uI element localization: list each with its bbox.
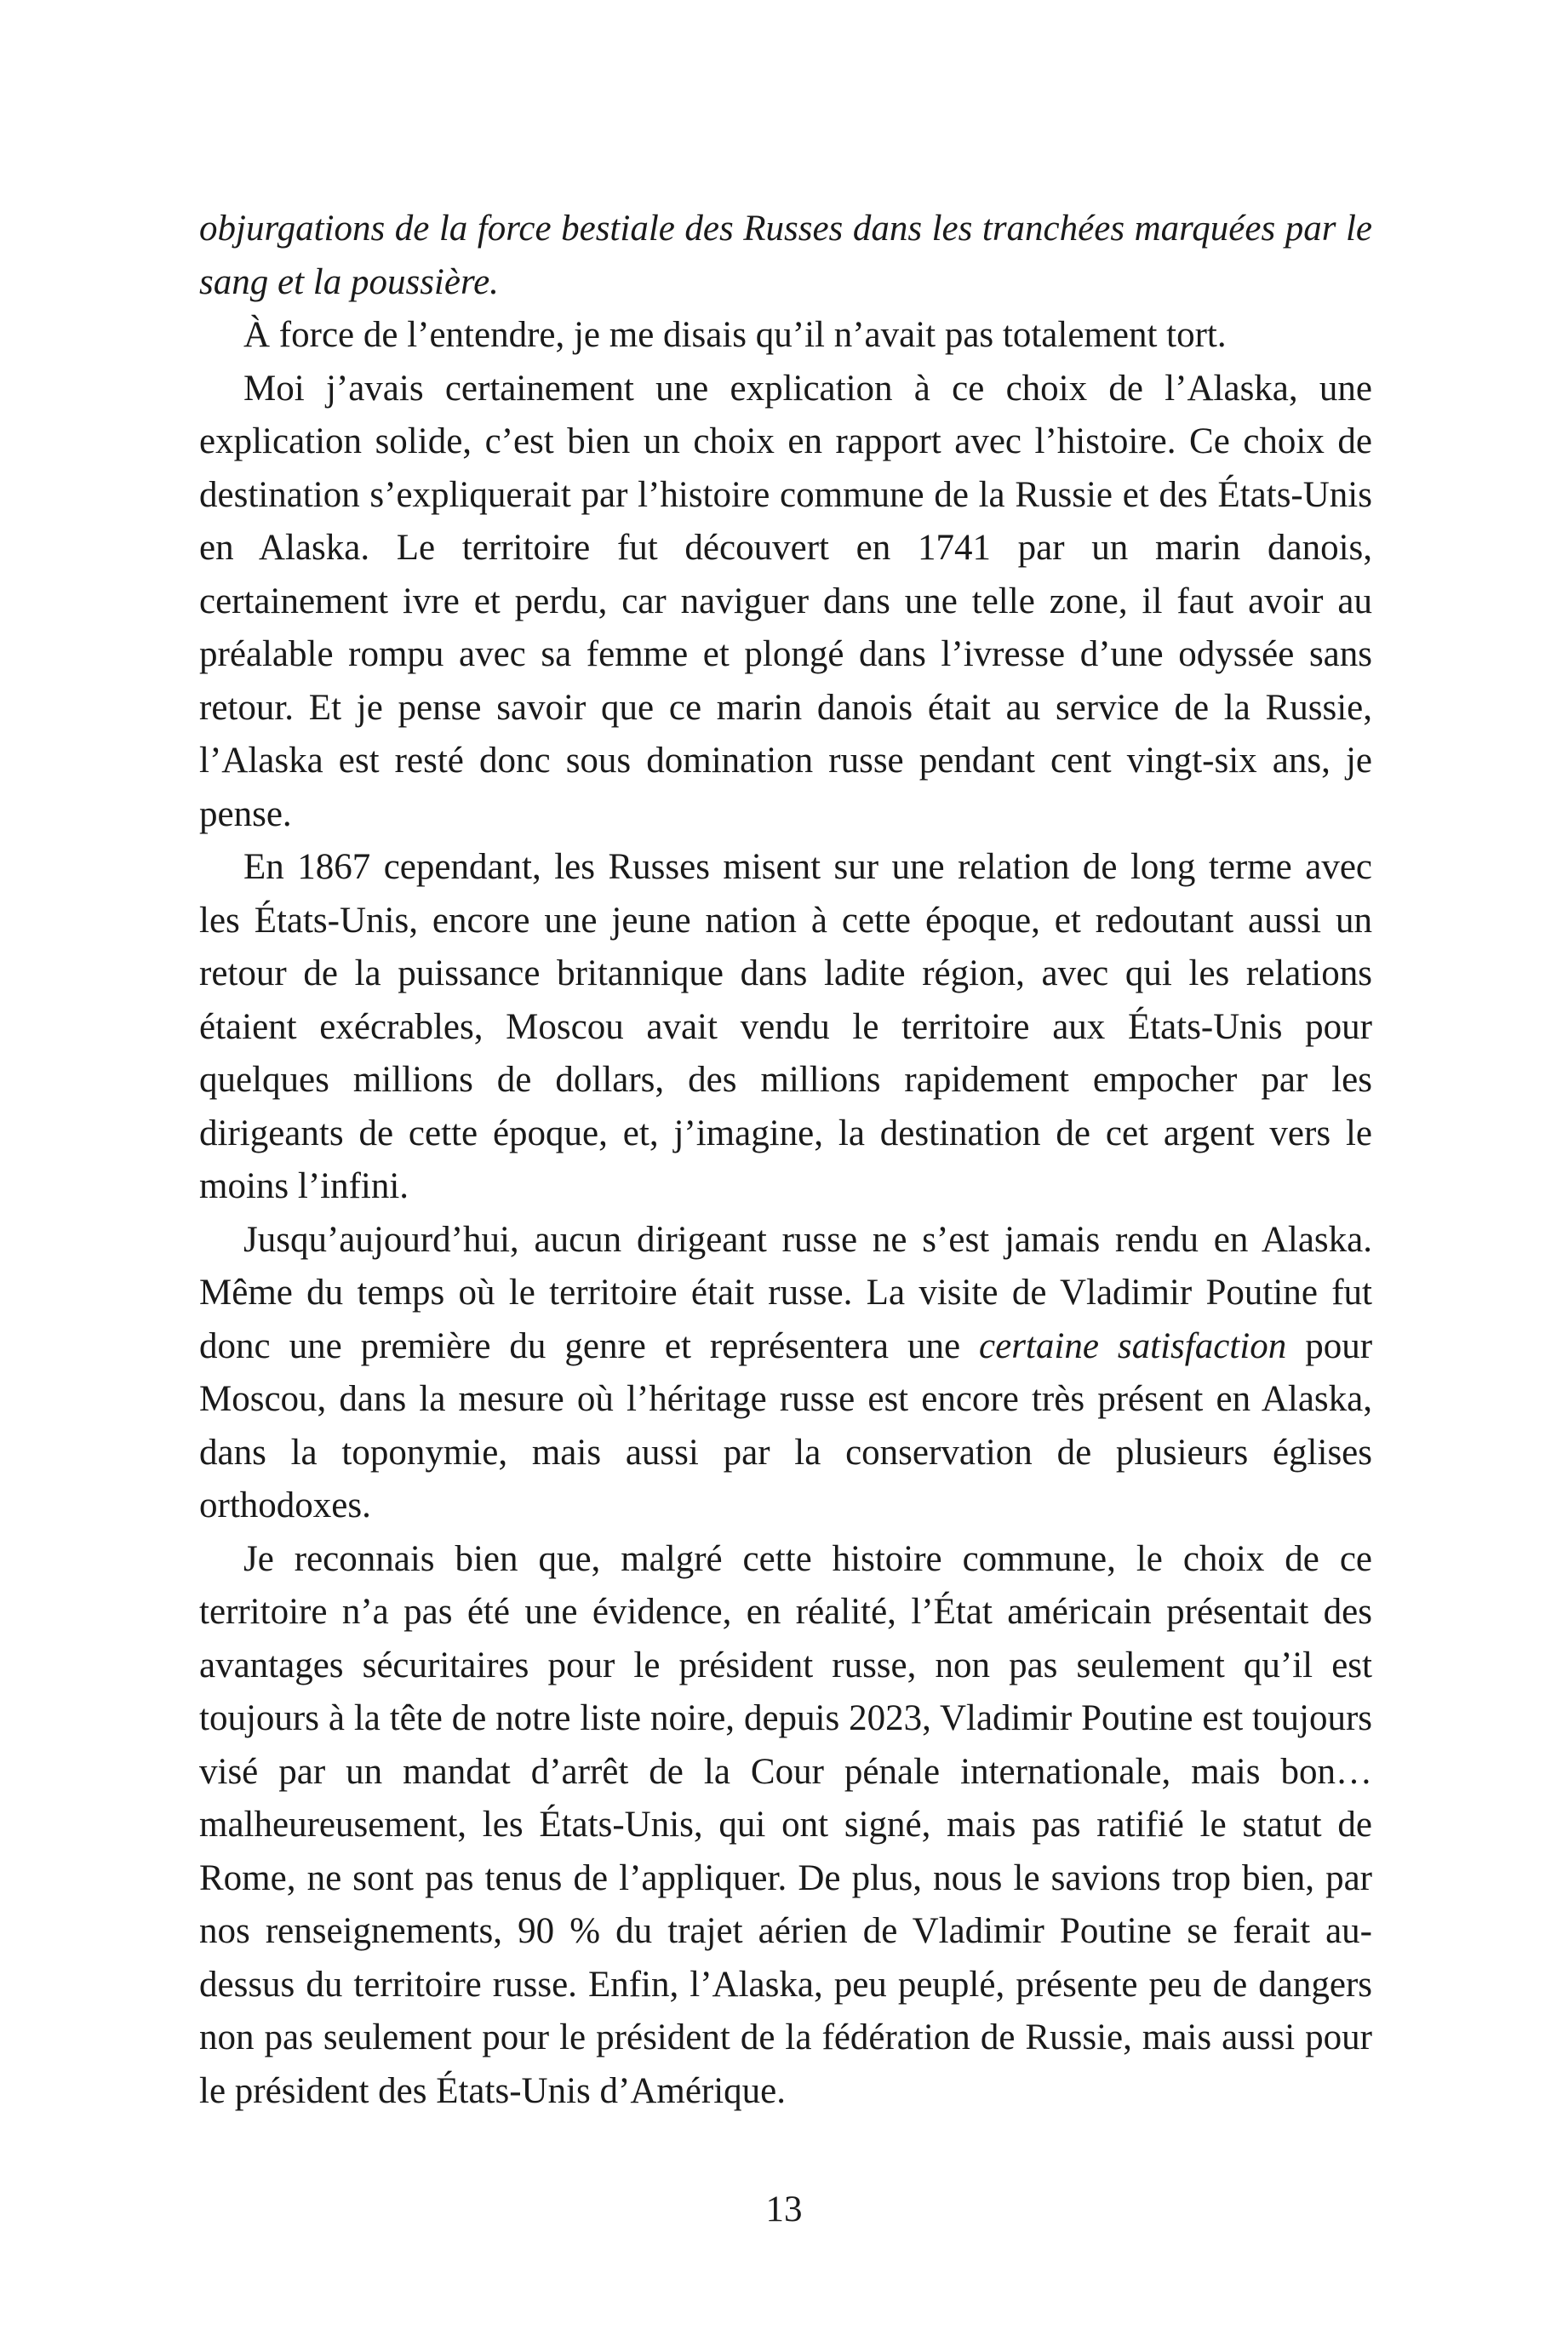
italic-text: objurgations de la force bestiale des Russes dans les tranchées marquées par le sang et la poussière. [199, 209, 1372, 302]
paragraph [199, 309, 1372, 363]
paragraph-text: À force de l’entendre, je me disais qu’il n’avait pas totalement tort. [243, 315, 1227, 355]
paragraph-text: Moi j’avais certainement une explication à ce choix de l’Alaska, une explication solide, c’est bien un choix en rapport avec l’histoire. Ce choix de destination s’expliquerait par l’histoire commune de la Russie et des États-Unis en Alaska. Le territoire fut découvert en 1741 par un marin danois, certainement ivre et perdu, car naviguer dans une telle zone, il faut avoir au préalable rompu avec sa femme et plongé dans l’ivresse d’une odyssée sans retour. Et je pense savoir que ce marin danois était au service de la Russie, l’Alaska est resté donc sous domination russe pendant cent vingt-six ans, je pense. [199, 368, 1372, 834]
paragraph [199, 1214, 1372, 1533]
paragraph [199, 1533, 1372, 2119]
paragraph-text: pour Moscou, dans la mesure où l’héritage russe est encore très présent en Alaska, dans la toponymie, mais aussi par la conservation de plusieurs églises orthodoxes. [199, 1325, 1373, 1525]
page-body [199, 203, 1372, 2118]
paragraph-text: Je reconnais bien que, malgré cette histoire commune, le choix de ce territoire n’a pas été une évidence, en réalité, l’État américain présentait des avantages sécuritaires pour le président russe, non pas seulement qu’il est toujours à la tête de notre liste noire, depuis 2023, Vladimir Poutine est toujours visé par un mandat d’arrêt de la Cour pénale internationale, mais bon… malheureusement, les États-Unis, qui ont signé, mais pas ratifié le statut de Rome, ne sont pas tenus de l’appliquer. De plus, nous le savions trop bien, par nos renseignements, 90 % du trajet aérien de Vladimir Poutine se ferait au-dessus du territoire russe. Enfin, l’Alaska, peu peuplé, présente peu de dangers non pas seulement pour le président de la fédération de Russie, mais aussi pour le président des États-Unis d’Amérique. [199, 1538, 1372, 2111]
paragraph [199, 841, 1372, 1214]
paragraph-continued-quote [199, 203, 1372, 309]
paragraph [199, 363, 1372, 842]
italic-text: certaine satisfaction [979, 1325, 1287, 1366]
page-number: 13 [765, 2189, 803, 2229]
paragraph-text: En 1867 cependant, les Russes misent sur une relation de long terme avec les États-Unis, encore une jeune nation à cette époque, et redoutant aussi un retour de la puissance britannique dans ladite région, avec qui les relations étaient exécrables, Moscou avait vendu le territoire aux États-Unis pour quelques millions de dollars, des millions rapidement empocher par les dirigeants de cette époque, et, j’imagine, la destination de cet argent vers le moins l’infini. [199, 847, 1372, 1206]
paragraph-text: Jusqu’aujourd’hui, aucun dirigeant russe ne s’est jamais rendu en Alaska. Même du temps où le territoire était russe. La visite de Vladimir Poutine fut donc une première du genre et représentera une [199, 1219, 1372, 1366]
